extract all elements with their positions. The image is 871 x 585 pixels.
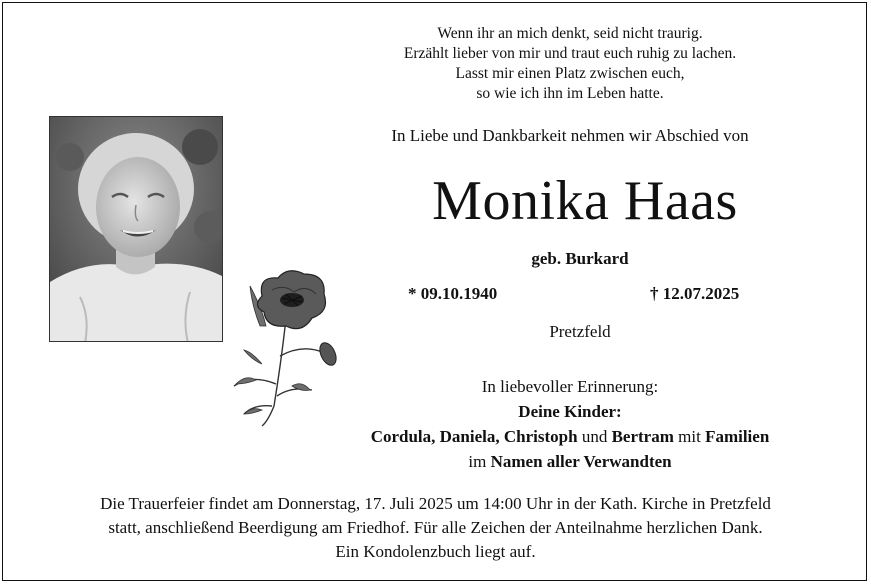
poppy-icon — [222, 256, 344, 428]
farewell-intro: In Liebe und Dankbarkeit nehmen wir Abschied von — [391, 126, 749, 145]
poem — [340, 24, 800, 104]
residence-place: Pretzfeld — [549, 322, 611, 341]
service-line: Ein Kondolenzbuch liegt auf. — [335, 542, 536, 561]
maiden-name: geb. Burkard — [531, 249, 629, 268]
mourners-block — [300, 374, 840, 474]
birth-date: * 09.10.1940 — [408, 284, 498, 303]
relatives-line: im Namen aller Verwandten — [468, 452, 672, 471]
children-names: Cordula, Daniela, Christoph und Bertram mit Familien — [370, 427, 770, 446]
memory-heading: In liebevoller Erinnerung: — [481, 377, 659, 396]
poem-line: Lasst mir einen Platz zwischen euch, — [455, 65, 685, 82]
poem-line: Wenn ihr an mich denkt, seid nicht traurig. — [437, 25, 703, 42]
poem-line: so wie ich ihn im Leben hatte. — [476, 85, 664, 102]
service-line: statt, anschließend Beerdigung am Friedhof. Für alle Zeichen der Anteilnahme herzlichen Dank. — [108, 518, 763, 537]
deceased-name: Monika Haas — [432, 170, 738, 232]
service-info — [20, 492, 851, 564]
death-date: † 12.07.2025 — [650, 284, 740, 303]
portrait-photo — [49, 116, 223, 342]
service-line: Die Trauerfeier findet am Donnerstag, 17. Juli 2025 um 14:00 Uhr in der Kath. Kirche in Pretzfeld — [100, 494, 771, 513]
poem-line: Erzählt lieber von mir und traut euch ruhig zu lachen. — [403, 45, 737, 62]
children-label: Deine Kinder: — [518, 402, 622, 421]
